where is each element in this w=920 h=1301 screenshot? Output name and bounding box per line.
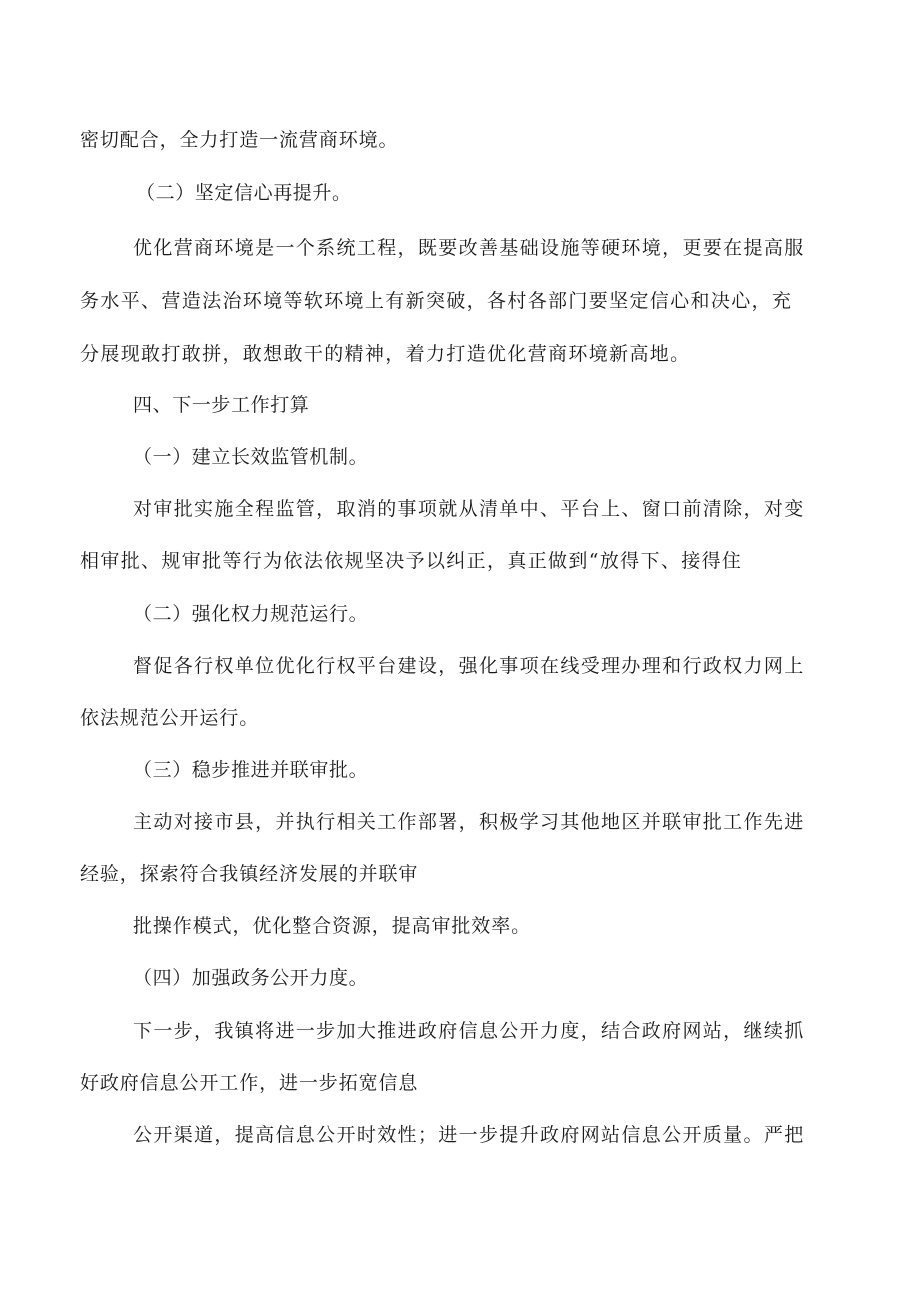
paragraph-line: 务水平、营造法治环境等软环境上有新突破，各村各部门要坚定信心和决心，充 xyxy=(80,290,793,312)
section-heading: （二）强化权力规范运行。 xyxy=(133,603,369,625)
paragraph-line: 下一步，我镇将进一步加大推进政府信息公开力度，结合政府网站，继续抓 xyxy=(133,1020,805,1042)
paragraph-line: 依法规范公开运行。 xyxy=(80,707,260,729)
chapter-heading: 四、下一步工作打算 xyxy=(133,394,310,416)
paragraph-line: 经验，探索符合我镇经济发展的并联审 xyxy=(80,863,419,885)
paragraph-line: 对审批实施全程监管，取消的事项就从清单中、平台上、窗口前清除，对变 xyxy=(133,498,805,520)
paragraph-line: 批操作模式，优化整合资源，提高审批效率。 xyxy=(133,915,532,937)
section-heading: （一）建立长效监管机制。 xyxy=(133,446,369,468)
paragraph-line: 相审批、规审批等行为依法依规坚决予以纠正，真正做到“放得下、接得住 xyxy=(80,550,743,572)
paragraph-line: 主动对接市县，并执行相关工作部署，积极学习其他地区并联审批工作先进 xyxy=(133,811,805,833)
section-heading: （三）稳步推进并联审批。 xyxy=(133,759,369,781)
paragraph-line: 公开渠道，提高信息公开时效性；进一步提升政府网站信息公开质量。严把 xyxy=(133,1124,805,1146)
paragraph-line: 分展现敢打敢拼，敢想敢干的精神，着力打造优化营商环境新高地。 xyxy=(80,343,691,365)
paragraph-line: 好政府信息公开工作，进一步拓宽信息 xyxy=(80,1072,419,1094)
paragraph-line: 督促各行权单位优化行权平台建设，强化事项在线受理办理和行政权力网上 xyxy=(133,655,805,677)
paragraph-line: 密切配合，全力打造一流营商环境。 xyxy=(80,129,399,151)
section-heading: （二）坚定信心再提升。 xyxy=(136,182,352,204)
section-heading: （四）加强政务公开力度。 xyxy=(133,967,369,989)
paragraph-line: 优化营商环境是一个系统工程，既要改善基础设施等硬环境，更要在提高服 xyxy=(133,237,805,259)
